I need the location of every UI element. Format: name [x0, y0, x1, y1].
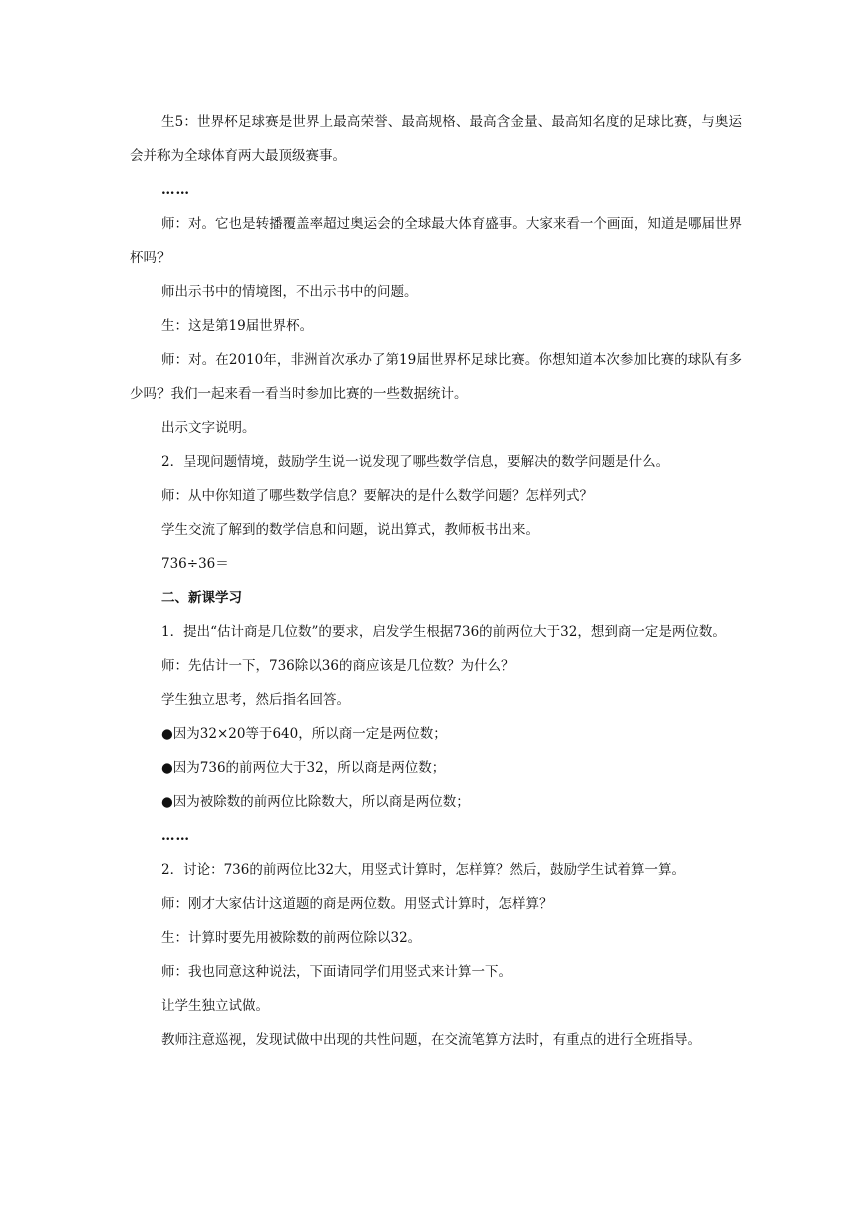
- paragraph: 学生交流了解到的数学信息和问题，说出算式，教师板书出来。: [161, 522, 539, 538]
- paragraph: 师：对。它也是转播覆盖率超过奥运会的全球最大体育盛事。大家来看一个画面，知道是哪届世界杯吗？: [130, 216, 742, 266]
- section-heading: 二、新课学习: [161, 590, 242, 606]
- paragraph: 学生独立思考，然后指名回答。: [161, 692, 350, 708]
- paragraph: 生5：世界杯足球赛是世界上最高荣誉、最高规格、最高含金量、最高知名度的足球比赛，与奥运会并称为全球体育两大最顶级赛事。: [130, 114, 742, 164]
- paragraph: 1．提出“估计商是几位数”的要求，启发学生根据736的前两位大于32，想到商一定是两位数。: [161, 624, 726, 640]
- paragraph: 教师注意巡视，发现试做中出现的共性问题，在交流笔算方法时，有重点的进行全班指导。: [161, 1032, 701, 1048]
- paragraph: 师出示书中的情境图，不出示书中的问题。: [161, 284, 418, 300]
- document-body: [130, 105, 742, 1057]
- paragraph: ●因为736的前两位大于32，所以商是两位数；: [161, 760, 446, 776]
- paragraph: 师：刚才大家估计这道题的商是两位数。用竖式计算时，怎样算？: [161, 896, 553, 912]
- paragraph: 师：对。在2010年，非洲首次承办了第19届世界杯足球比赛。你想知道本次参加比赛的球队有多少吗？我们一起来看一看当时参加比赛的一些数据统计。: [130, 352, 742, 402]
- ellipsis-line: ……: [161, 828, 190, 844]
- paragraph: ●因为32×20等于640，所以商一定是两位数；: [161, 726, 447, 742]
- paragraph: ●因为被除数的前两位比除数大，所以商是两位数；: [161, 794, 470, 810]
- ellipsis-line: ……: [161, 182, 190, 198]
- paragraph: 让学生独立试做。: [161, 998, 269, 1014]
- paragraph: 736÷36＝: [161, 556, 229, 572]
- paragraph: 师：我也同意这种说法，下面请同学们用竖式来计算一下。: [161, 964, 512, 980]
- paragraph: 师：先估计一下，736除以36的商应该是几位数？为什么？: [161, 658, 515, 674]
- paragraph: 生：计算时要先用被除数的前两位除以32。: [161, 930, 422, 946]
- paragraph: 2．呈现问题情境，鼓励学生说一说发现了哪些数学信息，要解决的数学问题是什么。: [161, 454, 670, 470]
- paragraph: 2．讨论：736的前两位比32大，用竖式计算时，怎样算？然后，鼓励学生试着算一算。: [161, 862, 686, 878]
- paragraph: 师：从中你知道了哪些数学信息？要解决的是什么数学问题？怎样列式？: [161, 488, 593, 504]
- paragraph: 生：这是第19届世界杯。: [161, 318, 314, 334]
- paragraph: 出示文字说明。: [161, 420, 256, 436]
